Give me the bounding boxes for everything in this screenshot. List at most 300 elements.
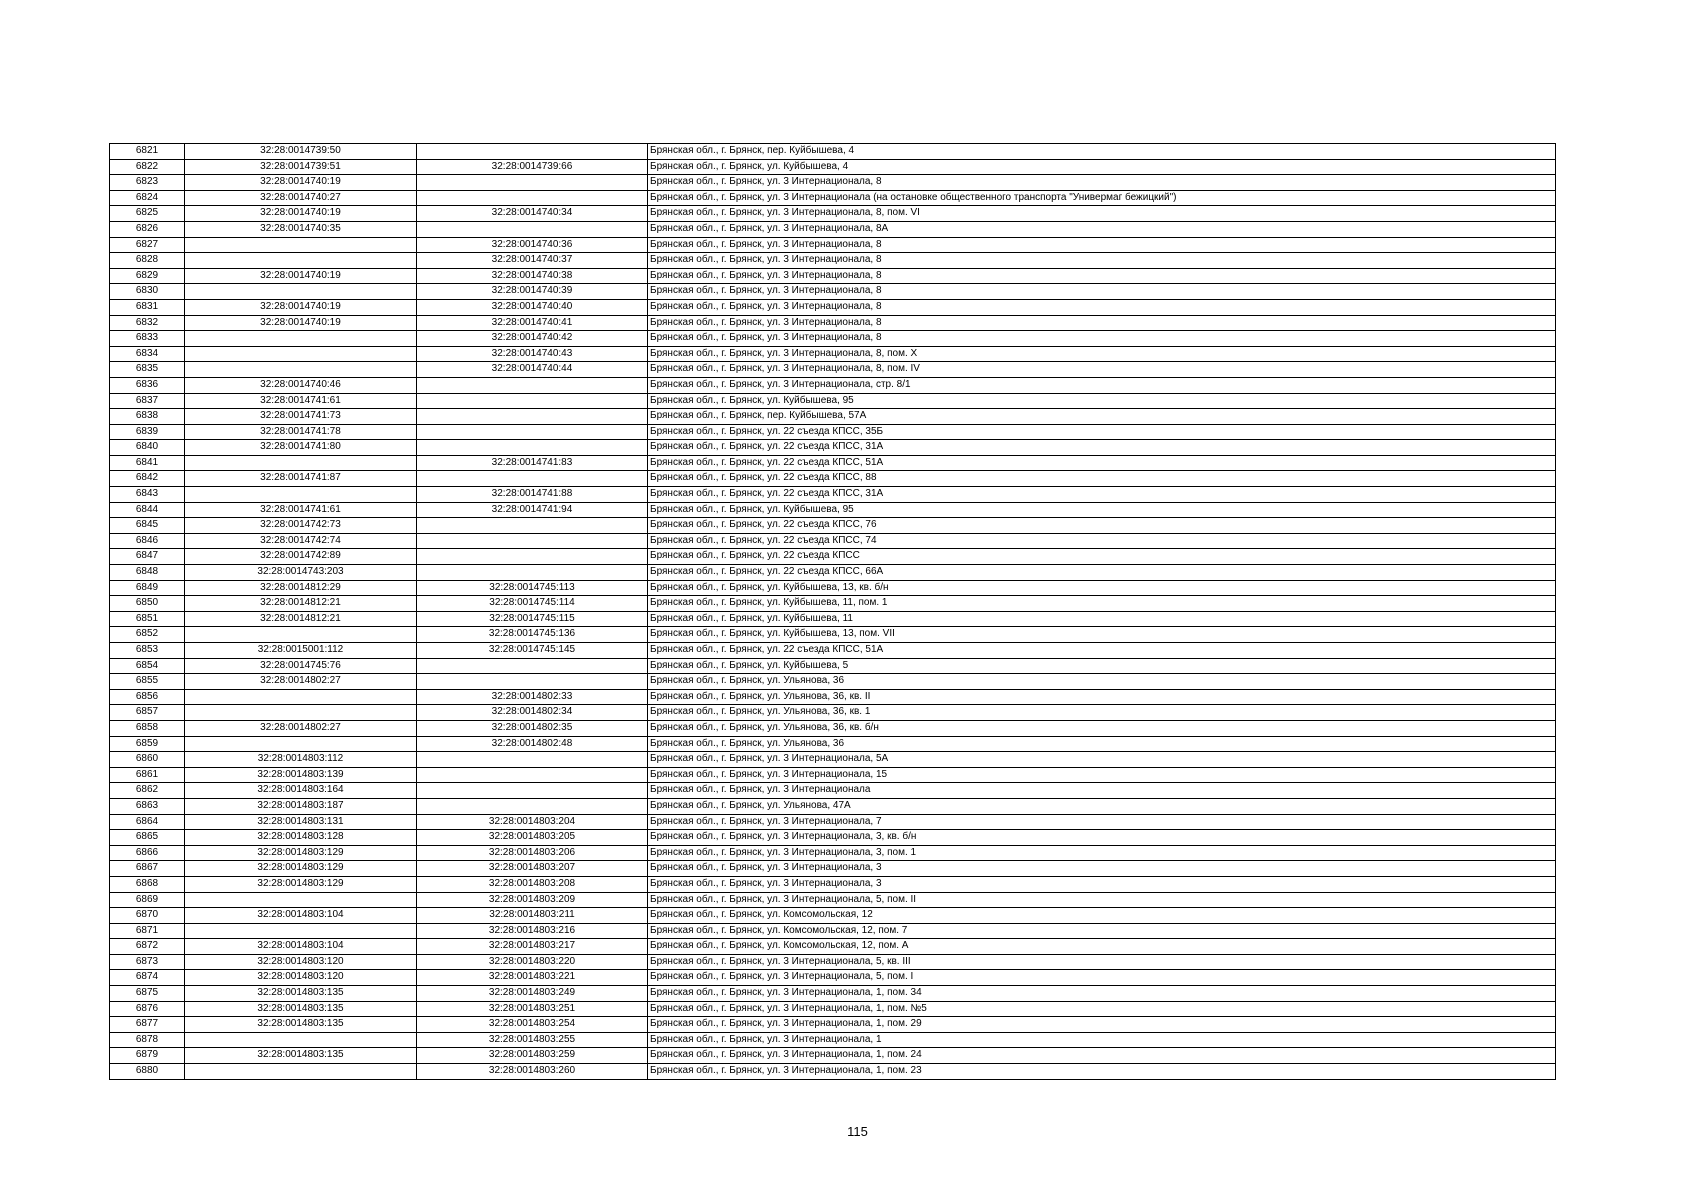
parcel-number-cell bbox=[185, 284, 417, 300]
object-number-cell bbox=[417, 393, 648, 409]
parcel-number-cell: 32:28:0014802:27 bbox=[185, 720, 417, 736]
object-number-cell bbox=[417, 549, 648, 565]
object-number-cell: 32:28:0014745:114 bbox=[417, 596, 648, 612]
object-number-cell bbox=[417, 798, 648, 814]
object-number-cell bbox=[417, 409, 648, 425]
address-cell: Брянская обл., г. Брянск, ул. 3 Интернационала, 8 bbox=[648, 299, 1556, 315]
parcel-number-cell: 32:28:0014803:135 bbox=[185, 1017, 417, 1033]
table-row bbox=[110, 752, 1556, 768]
object-number-cell: 32:28:0014803:211 bbox=[417, 908, 648, 924]
object-number-cell: 32:28:0014803:249 bbox=[417, 986, 648, 1002]
parcel-number-cell: 32:28:0014741:78 bbox=[185, 424, 417, 440]
table-row bbox=[110, 736, 1556, 752]
table-row bbox=[110, 845, 1556, 861]
object-number-cell: 32:28:0014740:41 bbox=[417, 315, 648, 331]
row-number-cell: 6824 bbox=[110, 190, 185, 206]
object-number-cell: 32:28:0014803:259 bbox=[417, 1048, 648, 1064]
address-cell: Брянская обл., г. Брянск, ул. 22 съезда КПСС, 66А bbox=[648, 565, 1556, 581]
parcel-number-cell bbox=[185, 346, 417, 362]
table-row bbox=[110, 830, 1556, 846]
row-number-cell: 6836 bbox=[110, 377, 185, 393]
table-row bbox=[110, 1064, 1556, 1080]
object-number-cell: 32:28:0014803:251 bbox=[417, 1001, 648, 1017]
address-cell: Брянская обл., г. Брянск, ул. 3 Интернационала, 8 bbox=[648, 268, 1556, 284]
object-number-cell bbox=[417, 565, 648, 581]
parcel-number-cell bbox=[185, 455, 417, 471]
table-row bbox=[110, 268, 1556, 284]
table-row bbox=[110, 409, 1556, 425]
table-row bbox=[110, 315, 1556, 331]
object-number-cell: 32:28:0014803:255 bbox=[417, 1032, 648, 1048]
address-cell: Брянская обл., г. Брянск, ул. 3 Интернационала bbox=[648, 783, 1556, 799]
table-row bbox=[110, 908, 1556, 924]
object-number-cell: 32:28:0014740:39 bbox=[417, 284, 648, 300]
address-cell: Брянская обл., г. Брянск, ул. Куйбышева, 13, кв. б/н bbox=[648, 580, 1556, 596]
row-number-cell: 6879 bbox=[110, 1048, 185, 1064]
object-number-cell: 32:28:0014741:94 bbox=[417, 502, 648, 518]
table-row bbox=[110, 253, 1556, 269]
parcel-number-cell: 32:28:0014803:139 bbox=[185, 767, 417, 783]
row-number-cell: 6876 bbox=[110, 1001, 185, 1017]
address-cell: Брянская обл., г. Брянск, ул. 22 съезда КПСС, 88 bbox=[648, 471, 1556, 487]
parcel-number-cell: 32:28:0014741:61 bbox=[185, 393, 417, 409]
table-row bbox=[110, 814, 1556, 830]
parcel-number-cell: 32:28:0014803:104 bbox=[185, 908, 417, 924]
row-number-cell: 6859 bbox=[110, 736, 185, 752]
table-row bbox=[110, 455, 1556, 471]
parcel-number-cell bbox=[185, 237, 417, 253]
parcel-number-cell: 32:28:0014803:129 bbox=[185, 876, 417, 892]
row-number-cell: 6874 bbox=[110, 970, 185, 986]
object-number-cell: 32:28:0014740:44 bbox=[417, 362, 648, 378]
table-row bbox=[110, 611, 1556, 627]
parcel-number-cell bbox=[185, 1064, 417, 1080]
object-number-cell: 32:28:0014741:83 bbox=[417, 455, 648, 471]
parcel-number-cell: 32:28:0014740:46 bbox=[185, 377, 417, 393]
parcel-number-cell: 32:28:0014803:120 bbox=[185, 970, 417, 986]
address-cell: Брянская обл., г. Брянск, ул. Куйбышева, 95 bbox=[648, 502, 1556, 518]
row-number-cell: 6863 bbox=[110, 798, 185, 814]
table-row bbox=[110, 1032, 1556, 1048]
row-number-cell: 6828 bbox=[110, 253, 185, 269]
row-number-cell: 6852 bbox=[110, 627, 185, 643]
object-number-cell: 32:28:0014745:115 bbox=[417, 611, 648, 627]
row-number-cell: 6849 bbox=[110, 580, 185, 596]
table-row bbox=[110, 767, 1556, 783]
row-number-cell: 6858 bbox=[110, 720, 185, 736]
parcel-number-cell bbox=[185, 253, 417, 269]
row-number-cell: 6866 bbox=[110, 845, 185, 861]
object-number-cell bbox=[417, 377, 648, 393]
address-cell: Брянская обл., г. Брянск, ул. 22 съезда КПСС bbox=[648, 549, 1556, 565]
table-body bbox=[110, 144, 1556, 1080]
address-cell: Брянская обл., г. Брянск, ул. Ульянова, 36, кв. II bbox=[648, 689, 1556, 705]
address-cell: Брянская обл., г. Брянск, ул. Куйбышева, 95 bbox=[648, 393, 1556, 409]
table-row bbox=[110, 596, 1556, 612]
table-row bbox=[110, 237, 1556, 253]
parcel-number-cell: 32:28:0014742:74 bbox=[185, 533, 417, 549]
address-cell: Брянская обл., г. Брянск, ул. 22 съезда КПСС, 51А bbox=[648, 455, 1556, 471]
table-row bbox=[110, 876, 1556, 892]
table-row bbox=[110, 362, 1556, 378]
parcel-number-cell: 32:28:0014743:203 bbox=[185, 565, 417, 581]
row-number-cell: 6851 bbox=[110, 611, 185, 627]
table-row bbox=[110, 970, 1556, 986]
parcel-number-cell: 32:28:0014740:19 bbox=[185, 268, 417, 284]
object-number-cell bbox=[417, 175, 648, 191]
parcel-number-cell: 32:28:0014812:21 bbox=[185, 611, 417, 627]
object-number-cell: 32:28:0014803:220 bbox=[417, 954, 648, 970]
address-cell: Брянская обл., г. Брянск, ул. 3 Интернационала (на остановке общественного транспорта "Универмаг бежицкий") bbox=[648, 190, 1556, 206]
address-cell: Брянская обл., г. Брянск, ул. 3 Интернационала, 8 bbox=[648, 175, 1556, 191]
row-number-cell: 6832 bbox=[110, 315, 185, 331]
parcel-number-cell: 32:28:0014741:87 bbox=[185, 471, 417, 487]
parcel-number-cell: 32:28:0014803:120 bbox=[185, 954, 417, 970]
parcel-number-cell: 32:28:0014803:135 bbox=[185, 986, 417, 1002]
parcel-number-cell bbox=[185, 627, 417, 643]
object-number-cell bbox=[417, 674, 648, 690]
parcel-number-cell bbox=[185, 736, 417, 752]
object-number-cell: 32:28:0014802:33 bbox=[417, 689, 648, 705]
parcel-number-cell: 32:28:0014739:51 bbox=[185, 159, 417, 175]
address-cell: Брянская обл., г. Брянск, ул. 3 Интернационала, 1 bbox=[648, 1032, 1556, 1048]
address-cell: Брянская обл., г. Брянск, ул. 22 съезда КПСС, 35Б bbox=[648, 424, 1556, 440]
table-row bbox=[110, 502, 1556, 518]
parcel-number-cell: 32:28:0014803:128 bbox=[185, 830, 417, 846]
table-row bbox=[110, 549, 1556, 565]
address-cell: Брянская обл., г. Брянск, пер. Куйбышева, 57А bbox=[648, 409, 1556, 425]
row-number-cell: 6872 bbox=[110, 939, 185, 955]
table-row bbox=[110, 986, 1556, 1002]
parcel-number-cell bbox=[185, 362, 417, 378]
address-cell: Брянская обл., г. Брянск, пер. Куйбышева, 4 bbox=[648, 144, 1556, 160]
table-row bbox=[110, 1001, 1556, 1017]
row-number-cell: 6880 bbox=[110, 1064, 185, 1080]
table-row bbox=[110, 923, 1556, 939]
table-row bbox=[110, 393, 1556, 409]
row-number-cell: 6864 bbox=[110, 814, 185, 830]
table-row bbox=[110, 221, 1556, 237]
address-cell: Брянская обл., г. Брянск, ул. 3 Интернационала, 1, пом. 24 bbox=[648, 1048, 1556, 1064]
object-number-cell: 32:28:0014740:34 bbox=[417, 206, 648, 222]
address-cell: Брянская обл., г. Брянск, ул. 3 Интернационала, 8, пом. X bbox=[648, 346, 1556, 362]
address-cell: Брянская обл., г. Брянск, ул. Куйбышева, 5 bbox=[648, 658, 1556, 674]
property-table bbox=[109, 143, 1556, 1080]
object-number-cell: 32:28:0014802:35 bbox=[417, 720, 648, 736]
row-number-cell: 6853 bbox=[110, 643, 185, 659]
row-number-cell: 6830 bbox=[110, 284, 185, 300]
row-number-cell: 6837 bbox=[110, 393, 185, 409]
row-number-cell: 6862 bbox=[110, 783, 185, 799]
table-row bbox=[110, 518, 1556, 534]
object-number-cell bbox=[417, 533, 648, 549]
parcel-number-cell bbox=[185, 705, 417, 721]
object-number-cell: 32:28:0014745:113 bbox=[417, 580, 648, 596]
row-number-cell: 6875 bbox=[110, 986, 185, 1002]
table-row bbox=[110, 299, 1556, 315]
row-number-cell: 6856 bbox=[110, 689, 185, 705]
address-cell: Брянская обл., г. Брянск, ул. 3 Интернационала, стр. 8/1 bbox=[648, 377, 1556, 393]
address-cell: Брянская обл., г. Брянск, ул. 3 Интернационала, 8, пом. VI bbox=[648, 206, 1556, 222]
row-number-cell: 6846 bbox=[110, 533, 185, 549]
row-number-cell: 6842 bbox=[110, 471, 185, 487]
row-number-cell: 6873 bbox=[110, 954, 185, 970]
address-cell: Брянская обл., г. Брянск, ул. Комсомольская, 12, пом. А bbox=[648, 939, 1556, 955]
address-cell: Брянская обл., г. Брянск, ул. 3 Интернационала, 3 bbox=[648, 876, 1556, 892]
address-cell: Брянская обл., г. Брянск, ул. 3 Интернационала, 8 bbox=[648, 253, 1556, 269]
table-row bbox=[110, 471, 1556, 487]
object-number-cell: 32:28:0014745:145 bbox=[417, 643, 648, 659]
parcel-number-cell: 32:28:0014803:112 bbox=[185, 752, 417, 768]
address-cell: Брянская обл., г. Брянск, ул. 22 съезда КПСС, 76 bbox=[648, 518, 1556, 534]
parcel-number-cell: 32:28:0014803:129 bbox=[185, 845, 417, 861]
object-number-cell bbox=[417, 658, 648, 674]
table-row bbox=[110, 284, 1556, 300]
object-number-cell bbox=[417, 440, 648, 456]
parcel-number-cell: 32:28:0014803:187 bbox=[185, 798, 417, 814]
object-number-cell: 32:28:0014740:37 bbox=[417, 253, 648, 269]
row-number-cell: 6834 bbox=[110, 346, 185, 362]
row-number-cell: 6825 bbox=[110, 206, 185, 222]
address-cell: Брянская обл., г. Брянск, ул. 22 съезда КПСС, 31А bbox=[648, 440, 1556, 456]
object-number-cell: 32:28:0014803:216 bbox=[417, 923, 648, 939]
parcel-number-cell: 32:28:0014803:129 bbox=[185, 861, 417, 877]
address-cell: Брянская обл., г. Брянск, ул. 3 Интернационала, 3, пом. 1 bbox=[648, 845, 1556, 861]
object-number-cell: 32:28:0014739:66 bbox=[417, 159, 648, 175]
row-number-cell: 6831 bbox=[110, 299, 185, 315]
object-number-cell: 32:28:0014803:209 bbox=[417, 892, 648, 908]
address-cell: Брянская обл., г. Брянск, ул. 3 Интернационала, 3, кв. б/н bbox=[648, 830, 1556, 846]
object-number-cell: 32:28:0014740:38 bbox=[417, 268, 648, 284]
address-cell: Брянская обл., г. Брянск, ул. Куйбышева, 13, пом. VII bbox=[648, 627, 1556, 643]
parcel-number-cell: 32:28:0014740:35 bbox=[185, 221, 417, 237]
row-number-cell: 6869 bbox=[110, 892, 185, 908]
row-number-cell: 6871 bbox=[110, 923, 185, 939]
table-row bbox=[110, 487, 1556, 503]
table-row bbox=[110, 705, 1556, 721]
address-cell: Брянская обл., г. Брянск, ул. Ульянова, 36 bbox=[648, 674, 1556, 690]
row-number-cell: 6829 bbox=[110, 268, 185, 284]
address-cell: Брянская обл., г. Брянск, ул. 3 Интернационала, 3 bbox=[648, 861, 1556, 877]
row-number-cell: 6870 bbox=[110, 908, 185, 924]
table-row bbox=[110, 1017, 1556, 1033]
row-number-cell: 6848 bbox=[110, 565, 185, 581]
object-number-cell bbox=[417, 221, 648, 237]
parcel-number-cell: 32:28:0014742:73 bbox=[185, 518, 417, 534]
row-number-cell: 6854 bbox=[110, 658, 185, 674]
row-number-cell: 6840 bbox=[110, 440, 185, 456]
table-row bbox=[110, 580, 1556, 596]
parcel-number-cell: 32:28:0014740:19 bbox=[185, 299, 417, 315]
object-number-cell bbox=[417, 144, 648, 160]
table-row bbox=[110, 627, 1556, 643]
object-number-cell: 32:28:0014740:36 bbox=[417, 237, 648, 253]
address-cell: Брянская обл., г. Брянск, ул. 22 съезда КПСС, 51А bbox=[648, 643, 1556, 659]
object-number-cell: 32:28:0014740:43 bbox=[417, 346, 648, 362]
row-number-cell: 6844 bbox=[110, 502, 185, 518]
parcel-number-cell: 32:28:0015001:112 bbox=[185, 643, 417, 659]
parcel-number-cell: 32:28:0014742:89 bbox=[185, 549, 417, 565]
row-number-cell: 6839 bbox=[110, 424, 185, 440]
address-cell: Брянская обл., г. Брянск, ул. 3 Интернационала, 15 bbox=[648, 767, 1556, 783]
parcel-number-cell: 32:28:0014741:61 bbox=[185, 502, 417, 518]
parcel-number-cell bbox=[185, 331, 417, 347]
row-number-cell: 6843 bbox=[110, 487, 185, 503]
parcel-number-cell: 32:28:0014745:76 bbox=[185, 658, 417, 674]
address-cell: Брянская обл., г. Брянск, ул. Комсомольская, 12, пом. 7 bbox=[648, 923, 1556, 939]
row-number-cell: 6857 bbox=[110, 705, 185, 721]
object-number-cell: 32:28:0014803:217 bbox=[417, 939, 648, 955]
row-number-cell: 6821 bbox=[110, 144, 185, 160]
address-cell: Брянская обл., г. Брянск, ул. 3 Интернационала, 1, пом. 34 bbox=[648, 986, 1556, 1002]
parcel-number-cell: 32:28:0014802:27 bbox=[185, 674, 417, 690]
object-number-cell: 32:28:0014740:42 bbox=[417, 331, 648, 347]
parcel-number-cell: 32:28:0014812:29 bbox=[185, 580, 417, 596]
table-row bbox=[110, 533, 1556, 549]
parcel-number-cell: 32:28:0014740:19 bbox=[185, 206, 417, 222]
table-row bbox=[110, 175, 1556, 191]
address-cell: Брянская обл., г. Брянск, ул. 3 Интернационала, 8 bbox=[648, 315, 1556, 331]
address-cell: Брянская обл., г. Брянск, ул. 3 Интернационала, 7 bbox=[648, 814, 1556, 830]
address-cell: Брянская обл., г. Брянск, ул. Ульянова, 47А bbox=[648, 798, 1556, 814]
table-row bbox=[110, 643, 1556, 659]
page-number: 115 bbox=[847, 1124, 868, 1139]
table-row bbox=[110, 783, 1556, 799]
address-cell: Брянская обл., г. Брянск, ул. 3 Интернационала, 8 bbox=[648, 331, 1556, 347]
row-number-cell: 6877 bbox=[110, 1017, 185, 1033]
row-number-cell: 6822 bbox=[110, 159, 185, 175]
parcel-number-cell: 32:28:0014739:50 bbox=[185, 144, 417, 160]
row-number-cell: 6868 bbox=[110, 876, 185, 892]
table-row bbox=[110, 190, 1556, 206]
table-row bbox=[110, 565, 1556, 581]
parcel-number-cell bbox=[185, 1032, 417, 1048]
parcel-number-cell bbox=[185, 892, 417, 908]
table-row bbox=[110, 954, 1556, 970]
row-number-cell: 6833 bbox=[110, 331, 185, 347]
parcel-number-cell: 32:28:0014803:104 bbox=[185, 939, 417, 955]
parcel-number-cell: 32:28:0014741:73 bbox=[185, 409, 417, 425]
row-number-cell: 6867 bbox=[110, 861, 185, 877]
parcel-number-cell: 32:28:0014803:131 bbox=[185, 814, 417, 830]
address-cell: Брянская обл., г. Брянск, ул. Куйбышева, 11, пом. 1 bbox=[648, 596, 1556, 612]
parcel-number-cell: 32:28:0014803:164 bbox=[185, 783, 417, 799]
table-row bbox=[110, 206, 1556, 222]
address-cell: Брянская обл., г. Брянск, ул. 3 Интернационала, 5А bbox=[648, 752, 1556, 768]
address-cell: Брянская обл., г. Брянск, ул. 3 Интернационала, 5, пом. I bbox=[648, 970, 1556, 986]
row-number-cell: 6847 bbox=[110, 549, 185, 565]
row-number-cell: 6855 bbox=[110, 674, 185, 690]
row-number-cell: 6838 bbox=[110, 409, 185, 425]
object-number-cell: 32:28:0014803:207 bbox=[417, 861, 648, 877]
table-row bbox=[110, 346, 1556, 362]
object-number-cell: 32:28:0014803:260 bbox=[417, 1064, 648, 1080]
table-row bbox=[110, 689, 1556, 705]
row-number-cell: 6850 bbox=[110, 596, 185, 612]
row-number-cell: 6841 bbox=[110, 455, 185, 471]
parcel-number-cell: 32:28:0014741:80 bbox=[185, 440, 417, 456]
address-cell: Брянская обл., г. Брянск, ул. 22 съезда КПСС, 31А bbox=[648, 487, 1556, 503]
parcel-number-cell: 32:28:0014803:135 bbox=[185, 1001, 417, 1017]
address-cell: Брянская обл., г. Брянск, ул. 3 Интернационала, 8 bbox=[648, 284, 1556, 300]
table-row bbox=[110, 331, 1556, 347]
row-number-cell: 6823 bbox=[110, 175, 185, 191]
row-number-cell: 6860 bbox=[110, 752, 185, 768]
address-cell: Брянская обл., г. Брянск, ул. 3 Интернационала, 1, пом. №5 bbox=[648, 1001, 1556, 1017]
object-number-cell bbox=[417, 190, 648, 206]
address-cell: Брянская обл., г. Брянск, ул. 3 Интернационала, 1, пом. 23 bbox=[648, 1064, 1556, 1080]
table-row bbox=[110, 658, 1556, 674]
object-number-cell: 32:28:0014740:40 bbox=[417, 299, 648, 315]
parcel-number-cell bbox=[185, 487, 417, 503]
table-row bbox=[110, 1048, 1556, 1064]
row-number-cell: 6865 bbox=[110, 830, 185, 846]
address-cell: Брянская обл., г. Брянск, ул. 3 Интернационала, 5, кв. III bbox=[648, 954, 1556, 970]
object-number-cell: 32:28:0014803:254 bbox=[417, 1017, 648, 1033]
table-row bbox=[110, 939, 1556, 955]
row-number-cell: 6845 bbox=[110, 518, 185, 534]
table-row bbox=[110, 674, 1556, 690]
table-row bbox=[110, 377, 1556, 393]
row-number-cell: 6826 bbox=[110, 221, 185, 237]
object-number-cell: 32:28:0014803:221 bbox=[417, 970, 648, 986]
table-row bbox=[110, 144, 1556, 160]
object-number-cell bbox=[417, 752, 648, 768]
object-number-cell bbox=[417, 518, 648, 534]
object-number-cell bbox=[417, 471, 648, 487]
parcel-number-cell: 32:28:0014740:19 bbox=[185, 175, 417, 191]
object-number-cell bbox=[417, 783, 648, 799]
address-cell: Брянская обл., г. Брянск, ул. Комсомольская, 12 bbox=[648, 908, 1556, 924]
parcel-number-cell: 32:28:0014740:27 bbox=[185, 190, 417, 206]
table-row bbox=[110, 861, 1556, 877]
address-cell: Брянская обл., г. Брянск, ул. 3 Интернационала, 8А bbox=[648, 221, 1556, 237]
address-cell: Брянская обл., г. Брянск, ул. 3 Интернационала, 5, пом. II bbox=[648, 892, 1556, 908]
object-number-cell: 32:28:0014803:206 bbox=[417, 845, 648, 861]
parcel-number-cell bbox=[185, 689, 417, 705]
object-number-cell: 32:28:0014802:48 bbox=[417, 736, 648, 752]
address-cell: Брянская обл., г. Брянск, ул. Ульянова, 36 bbox=[648, 736, 1556, 752]
address-cell: Брянская обл., г. Брянск, ул. Ульянова, 36, кв. б/н bbox=[648, 720, 1556, 736]
table-row bbox=[110, 892, 1556, 908]
object-number-cell: 32:28:0014803:204 bbox=[417, 814, 648, 830]
parcel-number-cell bbox=[185, 923, 417, 939]
table-row bbox=[110, 440, 1556, 456]
object-number-cell: 32:28:0014803:205 bbox=[417, 830, 648, 846]
address-cell: Брянская обл., г. Брянск, ул. Куйбышева, 11 bbox=[648, 611, 1556, 627]
row-number-cell: 6878 bbox=[110, 1032, 185, 1048]
object-number-cell: 32:28:0014745:136 bbox=[417, 627, 648, 643]
parcel-number-cell: 32:28:0014803:135 bbox=[185, 1048, 417, 1064]
object-number-cell bbox=[417, 767, 648, 783]
table-row bbox=[110, 424, 1556, 440]
address-cell: Брянская обл., г. Брянск, ул. 22 съезда КПСС, 74 bbox=[648, 533, 1556, 549]
address-cell: Брянская обл., г. Брянск, ул. 3 Интернационала, 1, пом. 29 bbox=[648, 1017, 1556, 1033]
parcel-number-cell: 32:28:0014812:21 bbox=[185, 596, 417, 612]
address-cell: Брянская обл., г. Брянск, ул. Куйбышева, 4 bbox=[648, 159, 1556, 175]
object-number-cell: 32:28:0014803:208 bbox=[417, 876, 648, 892]
address-cell: Брянская обл., г. Брянск, ул. Ульянова, 36, кв. 1 bbox=[648, 705, 1556, 721]
object-number-cell bbox=[417, 424, 648, 440]
table-row bbox=[110, 798, 1556, 814]
address-cell: Брянская обл., г. Брянск, ул. 3 Интернационала, 8 bbox=[648, 237, 1556, 253]
object-number-cell: 32:28:0014802:34 bbox=[417, 705, 648, 721]
address-cell: Брянская обл., г. Брянск, ул. 3 Интернационала, 8, пом. IV bbox=[648, 362, 1556, 378]
object-number-cell: 32:28:0014741:88 bbox=[417, 487, 648, 503]
table-row bbox=[110, 720, 1556, 736]
row-number-cell: 6827 bbox=[110, 237, 185, 253]
table-row bbox=[110, 159, 1556, 175]
